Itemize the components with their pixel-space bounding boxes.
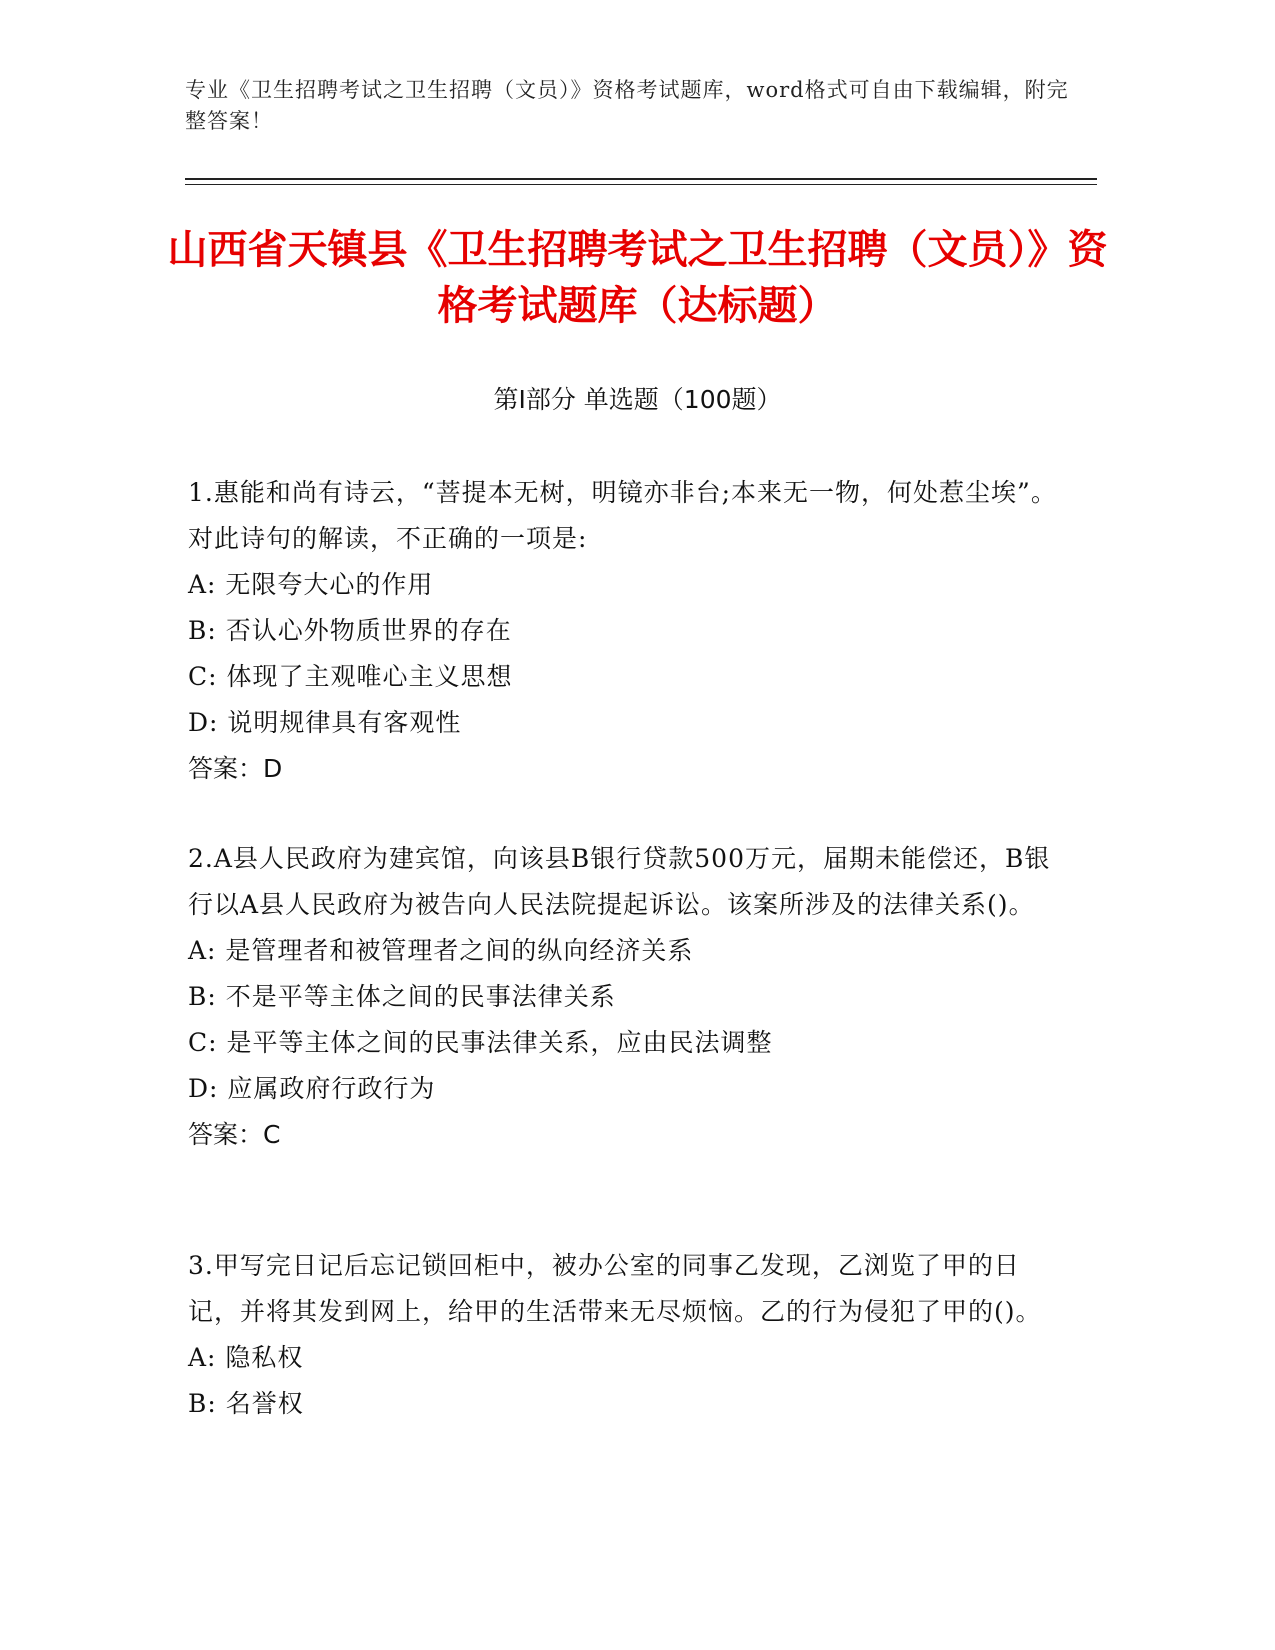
option-c: C: 体现了主观唯心主义思想	[188, 662, 513, 691]
option-d: D: 说明规律具有客观性	[188, 708, 462, 737]
option-c: C: 是平等主体之间的民事法律关系，应由民法调整	[188, 1028, 773, 1057]
header-note: 专业《卫生招聘考试之卫生招聘（文员）》资格考试题库，word格式可自由下载编辑，附完整答案！	[185, 78, 1069, 133]
question-3	[188, 1243, 1068, 1427]
section-title: 第Ⅰ部分 单选题（100题）	[493, 385, 782, 414]
question-stem: 3.甲写完日记后忘记锁回柜中，被办公室的同事乙发现，乙浏览了甲的日记，并将其发到网上，给甲的生活带来无尽烦恼。乙的行为侵犯了甲的()。	[188, 1251, 1042, 1326]
option-b: B: 否认心外物质世界的存在	[188, 616, 512, 645]
answer: 答案：D	[188, 754, 283, 783]
document-title: 山西省天镇县《卫生招聘考试之卫生招聘（文员）》资格考试题库（达标题）	[167, 227, 1108, 329]
option-a: A: 无限夸大心的作用	[188, 570, 434, 599]
option-a: A: 隐私权	[188, 1343, 304, 1372]
answer: 答案：C	[188, 1120, 281, 1149]
question-2	[188, 836, 1068, 1158]
option-d: D: 应属政府行政行为	[188, 1074, 436, 1103]
question-stem: 1.惠能和尚有诗云，“菩提本无树，明镜亦非台;本来无一物，何处惹尘埃”。对此诗句的解读，不正确的一项是:	[188, 478, 1057, 553]
header-rule-thin	[185, 184, 1097, 185]
question-1	[188, 470, 1068, 792]
header-rule-thick	[185, 178, 1097, 180]
option-a: A: 是管理者和被管理者之间的纵向经济关系	[188, 936, 694, 965]
option-b: B: 不是平等主体之间的民事法律关系	[188, 982, 616, 1011]
option-b: B: 名誉权	[188, 1389, 304, 1418]
question-stem: 2.A县人民政府为建宾馆，向该县B银行贷款500万元，届期未能偿还，B银行以A县人民政府为被告向人民法院提起诉讼。该案所涉及的法律关系()。	[188, 844, 1051, 919]
